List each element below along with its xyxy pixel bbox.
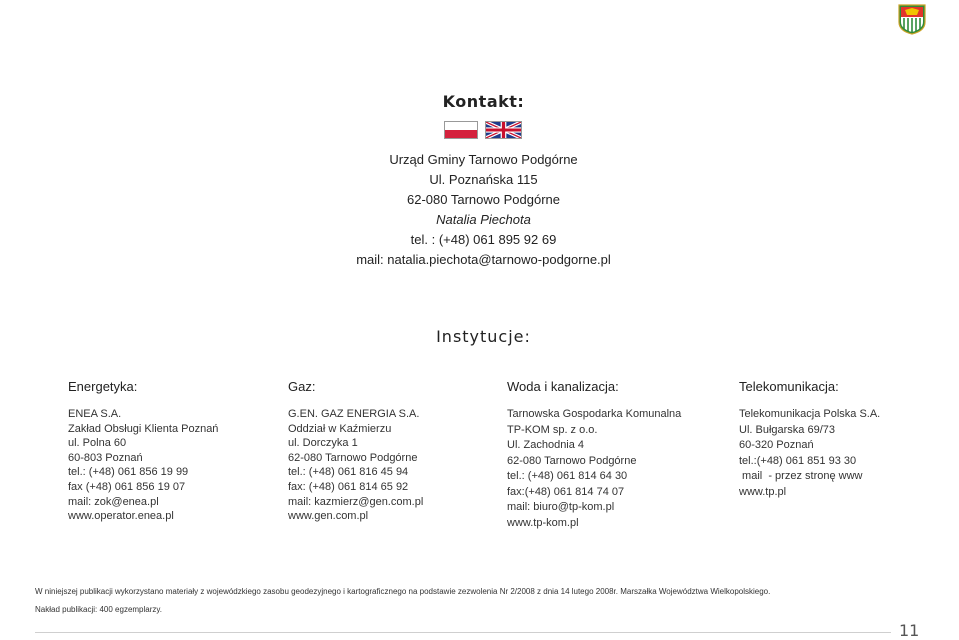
gas-website-link[interactable]: www.gen.com.pl bbox=[288, 510, 369, 523]
telecom-company: Telekomunikacja Polska S.A. bbox=[739, 408, 881, 420]
water-postal-city: 62-080 Tarnowo Podgórne bbox=[507, 454, 637, 467]
energy-website-link[interactable]: www.operator.enea.pl bbox=[68, 510, 174, 523]
gas-company: G.EN. GAZ ENERGIA S.A. bbox=[288, 408, 420, 420]
water-company-short: TP-KOM sp. z o.o. bbox=[507, 423, 598, 436]
footer-print-run: Nakład publikacji: 400 egzemplarzy. bbox=[35, 605, 163, 614]
gas-phone: tel.: (+48) 061 816 45 94 bbox=[288, 466, 409, 479]
energy-column-title: Energetyka: bbox=[68, 379, 138, 394]
telecom-column-title: Telekomunikacja: bbox=[739, 379, 839, 394]
gas-postal-city: 62-080 Tarnowo Podgórne bbox=[288, 451, 418, 464]
telecom-mail-note: mail - przez stronę www bbox=[739, 470, 863, 482]
institutions-heading: Instytucje: bbox=[436, 327, 531, 346]
contact-address-block bbox=[0, 150, 959, 270]
united-kingdom-flag-icon[interactable] bbox=[485, 121, 522, 139]
water-street: Ul. Zachodnia 4 bbox=[507, 439, 585, 451]
water-company: Tarnowska Gospodarka Komunalna bbox=[507, 408, 682, 420]
telecom-column bbox=[739, 378, 880, 500]
energy-street: ul. Polna 60 bbox=[68, 437, 127, 450]
water-website-link[interactable]: www.tp-kom.pl bbox=[507, 516, 579, 529]
energy-email-link[interactable]: mail: zok@enea.pl bbox=[68, 495, 159, 508]
energy-column bbox=[68, 378, 218, 524]
contact-person: Natalia Piechota bbox=[436, 212, 531, 227]
telecom-phone: tel.:(+48) 061 851 93 30 bbox=[739, 454, 857, 467]
water-fax: fax:(+48) 061 814 74 07 bbox=[507, 485, 625, 498]
water-email-link[interactable]: mail: biuro@tp-kom.pl bbox=[507, 501, 615, 513]
energy-phone: tel.: (+48) 061 856 19 99 bbox=[68, 466, 189, 479]
contact-email-link[interactable]: mail: natalia.piechota@tarnowo-podgorne.pl bbox=[356, 252, 611, 267]
telecom-street: Ul. Bułgarska 69/73 bbox=[739, 423, 835, 436]
energy-company: ENEA S.A. bbox=[68, 408, 122, 420]
energy-branch: Zakład Obsługi Klienta Poznań bbox=[68, 422, 219, 435]
telecom-website-link[interactable]: www.tp.pl bbox=[739, 485, 787, 498]
water-column bbox=[507, 378, 681, 531]
contact-street: Ul. Poznańska 115 bbox=[429, 172, 538, 187]
energy-fax: fax (+48) 061 856 19 07 bbox=[68, 480, 186, 493]
gas-street: ul. Dorczyka 1 bbox=[288, 437, 358, 450]
contact-office-name: Urząd Gminy Tarnowo Podgórne bbox=[389, 152, 578, 167]
gas-branch: Oddział w Kaźmierzu bbox=[288, 422, 392, 435]
municipal-coat-of-arms-icon bbox=[898, 4, 926, 35]
gas-column bbox=[288, 378, 423, 524]
contact-phone: tel. : (+48) 061 895 92 69 bbox=[410, 232, 557, 247]
footer-copyright-note: W niniejszej publikacji wykorzystano materiały z wojewódzkiego zasobu geodezyjnego i kartograficznego na podstawie zezwolenia Nr 2/2008 z dnia 14 lutego 2008r. Marszałka Województwa Wielkopolskiego. bbox=[35, 587, 771, 596]
poland-flag-icon[interactable] bbox=[444, 121, 478, 139]
telecom-postal-city: 60-320 Poznań bbox=[739, 439, 814, 451]
contact-postal-city: 62-080 Tarnowo Podgórne bbox=[407, 192, 560, 207]
water-phone: tel.: (+48) 061 814 64 30 bbox=[507, 470, 628, 482]
water-column-title: Woda i kanalizacja: bbox=[507, 379, 619, 394]
gas-email-link[interactable]: mail: kazmierz@gen.com.pl bbox=[288, 495, 424, 508]
contact-heading: Kontakt: bbox=[442, 92, 525, 111]
gas-column-title: Gaz: bbox=[288, 379, 316, 394]
page-number: 11 bbox=[899, 621, 920, 640]
energy-postal-city: 60-803 Poznań bbox=[68, 451, 143, 464]
gas-fax: fax: (+48) 061 814 65 92 bbox=[288, 480, 409, 493]
footer-divider bbox=[35, 632, 891, 633]
